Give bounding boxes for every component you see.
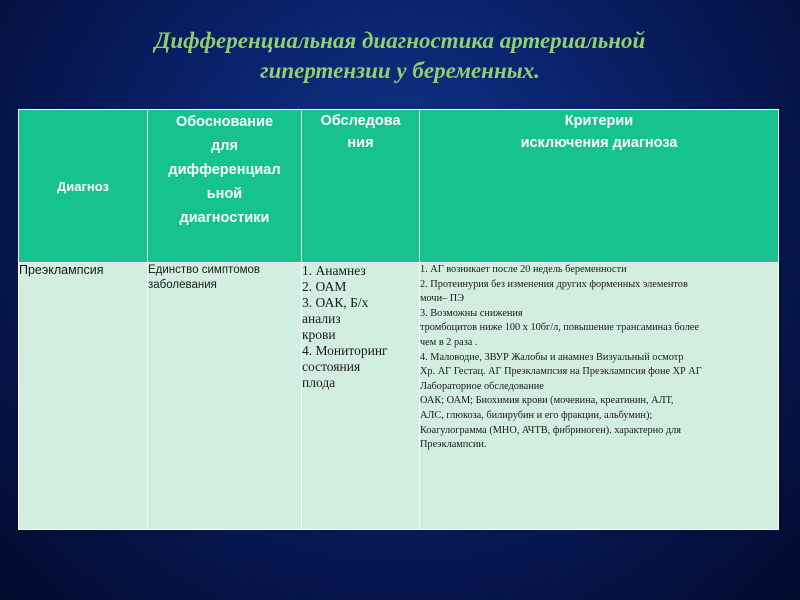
cell-examinations <box>302 263 420 530</box>
header-rationale-line: дифференциал <box>168 162 281 178</box>
header-examinations <box>302 110 420 263</box>
cell-criteria-line: АЛС, глюкоза, билирубин и его фракции, альбумин); <box>420 409 653 421</box>
cell-criteria-line: мочи– ПЭ <box>420 293 465 305</box>
cell-examinations-line: 1. Анамнез <box>302 263 366 278</box>
header-rationale-line: для <box>211 138 238 154</box>
cell-examinations-line: состояния <box>302 359 361 374</box>
cell-criteria-line: ОАК; ОАМ; Биохимия крови (мочевина, креатинин, АЛТ, <box>420 395 674 407</box>
cell-rationale <box>148 263 302 530</box>
cell-criteria-line: Преэклампсии. <box>420 439 487 451</box>
cell-examinations-line: крови <box>302 327 336 342</box>
slide-title <box>0 26 800 86</box>
differential-diagnosis-table <box>18 109 779 530</box>
cell-criteria-line: 3. Возможны снижения <box>420 307 523 319</box>
cell-criteria-line: 4. Маловодие, ЗВУР Жалобы и анамнез Визуальный осмотр <box>420 351 684 363</box>
table-row <box>19 263 779 530</box>
cell-criteria-line: Лабораторное обследование <box>420 380 544 392</box>
cell-examinations-line: анализ <box>302 311 341 326</box>
cell-criteria-line: 2. Протеинурия без изменения других форменных элементов <box>420 278 688 290</box>
slide-title-line-2: гипертензии у беременных. <box>260 58 540 83</box>
header-criteria <box>420 110 779 263</box>
header-diagnosis: Диагноз <box>19 110 148 263</box>
slide-title-line-1: Дифференциальная диагностика артериальной <box>154 28 646 53</box>
cell-rationale-line: заболевания <box>148 279 217 291</box>
cell-criteria-line: Коагулограмма (МНО, АЧТВ, фибриноген). характерно для <box>420 424 682 436</box>
cell-examinations-line: плода <box>302 375 336 390</box>
cell-criteria-line: тромбоцитов ниже 100 х 10бг/л, повышение трансаминаз более <box>420 322 699 334</box>
cell-examinations-line: 3. ОАК, Б/х <box>302 295 369 310</box>
header-rationale <box>148 110 302 263</box>
cell-rationale-line: Единство симптомов <box>148 264 260 276</box>
header-rationale-line: диагностики <box>179 210 270 226</box>
header-criteria-line: Критерии <box>564 113 634 129</box>
header-rationale-line: ьной <box>206 186 243 202</box>
header-criteria-line: исключения диагноза <box>520 135 678 151</box>
header-examinations-line: ния <box>347 135 374 151</box>
cell-examinations-line: 2. ОАМ <box>302 279 347 294</box>
header-rationale-line: Обоснование <box>175 114 274 130</box>
cell-criteria-line: Хр. АГ Гестац. АГ Преэклампсия на Преэклампсия фоне ХР АГ <box>420 366 702 378</box>
cell-diagnosis: Преэклампсия <box>19 263 148 530</box>
table-header-row <box>19 110 779 263</box>
header-examinations-line: Обследова <box>320 113 401 129</box>
cell-criteria-line: 1. АГ возникает после 20 недель беременности <box>420 264 627 275</box>
cell-criteria-line: чем в 2 раза . <box>420 336 478 348</box>
cell-examinations-line: 4. Мониторинг <box>302 343 388 358</box>
cell-criteria <box>420 263 779 530</box>
